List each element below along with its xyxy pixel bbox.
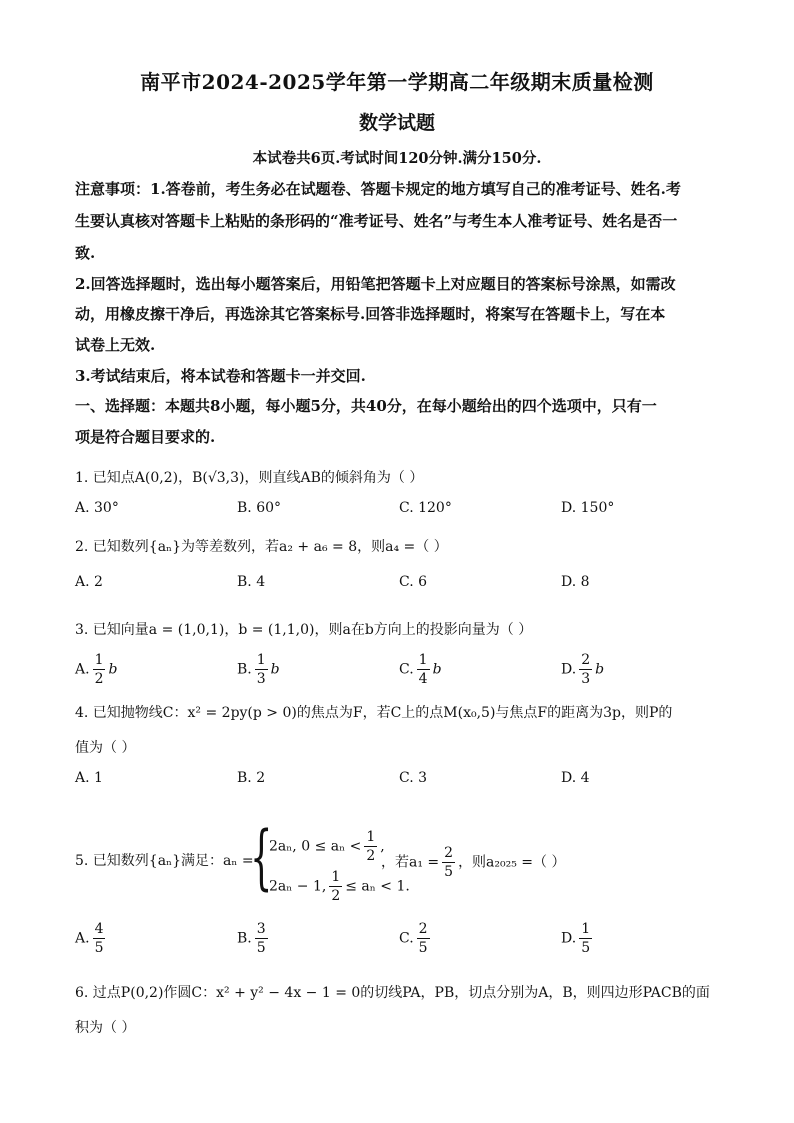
fraction	[417, 920, 430, 957]
case-1-text: 2aₙ, 0 ≤ aₙ <	[269, 838, 362, 855]
numerator: 1	[581, 921, 591, 937]
denominator: 5	[418, 940, 428, 956]
option-b[interactable]: B. 4	[237, 574, 266, 590]
fraction	[93, 651, 106, 688]
notes-line-2: 生要认真核对答题卡上粘贴的条形码的“准考证号、姓名”与考生本人准考证号、姓名是否一	[75, 212, 678, 230]
numerator: 1	[331, 869, 341, 885]
denominator: 3	[256, 671, 266, 687]
fraction	[579, 651, 592, 688]
option-b[interactable]: B. 2	[237, 770, 266, 786]
option-c[interactable]	[399, 651, 442, 688]
fraction	[255, 920, 268, 957]
notes-line-5: 动，用橡皮擦干净后，再选涂其它答案标号.回答非选择题时，将案写在答题卡上，写在本	[75, 305, 666, 323]
section-heading-1: 一、选择题：本题共8小题，每小题5分，共40分，在每小题给出的四个选项中，只有一	[75, 397, 657, 415]
fraction	[579, 920, 592, 957]
fraction	[93, 920, 106, 957]
notes-line-7: 3.考试结束后，将本试卷和答题卡一并交回.	[75, 367, 366, 385]
fraction	[417, 651, 430, 688]
numerator: 2	[444, 845, 454, 861]
fraction	[255, 651, 268, 688]
fraction	[442, 844, 455, 881]
denominator: 5	[256, 940, 266, 956]
section-heading-2: 项是符合题目要求的.	[75, 428, 216, 446]
notes-line-3: 致.	[75, 244, 96, 262]
vector-b: b	[432, 661, 442, 678]
numerator: 4	[94, 921, 104, 937]
question-6-text-2: 积为（ ）	[75, 1020, 136, 1036]
numerator: 1	[256, 652, 266, 668]
denominator: 2	[94, 671, 104, 687]
vector-b: b	[270, 661, 280, 678]
piecewise-case-1	[269, 828, 385, 865]
question-2-options	[75, 574, 725, 604]
option-c[interactable]	[399, 920, 433, 957]
option-label: C.	[399, 930, 414, 947]
numerator: 2	[581, 652, 591, 668]
notes-line-1: 注意事项：1.答卷前，考生务必在试题卷、答题卡规定的地方填写自己的准考证号、姓名.考	[75, 180, 681, 198]
option-a[interactable]	[75, 651, 117, 688]
numerator: 2	[418, 921, 428, 937]
question-3-options	[75, 651, 725, 695]
option-a[interactable]: A. 2	[75, 574, 103, 590]
question-1-options	[75, 500, 725, 530]
case-1-end: ,	[380, 838, 385, 855]
option-label: B.	[237, 661, 252, 678]
denominator: 5	[581, 940, 591, 956]
exam-info: 本试卷共6页.考试时间120分钟.满分150分.	[252, 150, 542, 167]
question-3-text: 3. 已知向量a = (1,0,1)，b = (1,1,0)，则a在b方向上的投影向量为（ ）	[75, 622, 533, 638]
suffix-text: ，若a₁ =	[381, 854, 440, 871]
option-c[interactable]: C. 120°	[399, 500, 452, 516]
notes-line-4: 2.回答选择题时，选出每小题答案后，用铅笔把答题卡上对应题目的答案标号涂黑，如需改	[75, 275, 676, 293]
vector-b: b	[595, 661, 605, 678]
question-5-options	[75, 920, 725, 964]
denominator: 5	[94, 940, 104, 956]
question-4-text-2: 值为（ ）	[75, 740, 136, 756]
denominator: 2	[331, 888, 341, 904]
option-d[interactable]: D. 150°	[561, 500, 615, 516]
option-c[interactable]: C. 3	[399, 770, 428, 786]
exam-title: 南平市2024-2025学年第一学期高二年级期末质量检测	[140, 70, 654, 94]
denominator: 3	[581, 671, 591, 687]
option-d[interactable]	[561, 920, 595, 957]
question-4-text-1: 4. 已知抛物线C：x² = 2py(p > 0)的焦点为F，若C上的点M(x₀,5)与焦点F的距离为3p，则P的	[75, 705, 673, 721]
option-b[interactable]: B. 60°	[237, 500, 282, 516]
notes-line-6: 试卷上无效.	[75, 336, 156, 354]
option-label: A.	[75, 661, 90, 678]
case-2-end: ≤ aₙ < 1.	[345, 878, 410, 895]
denominator: 5	[444, 864, 454, 880]
numerator: 1	[418, 652, 428, 668]
fraction	[364, 828, 377, 865]
question-4-options	[75, 770, 725, 800]
denominator: 4	[418, 671, 428, 687]
question-5-text	[75, 816, 725, 906]
question-5-suffix	[381, 844, 566, 881]
option-label: A.	[75, 930, 90, 947]
option-label: C.	[399, 661, 414, 678]
numerator: 3	[256, 921, 266, 937]
numerator: 1	[366, 829, 376, 845]
fraction	[329, 868, 342, 905]
question-5-prefix: 5. 已知数列{aₙ}满足：aₙ =	[75, 853, 254, 869]
option-label: B.	[237, 930, 252, 947]
exam-subtitle: 数学试题	[358, 112, 435, 134]
option-d[interactable]	[561, 651, 604, 688]
suffix-end: ，则a₂₀₂₅ =（ ）	[458, 854, 566, 871]
option-d[interactable]: D. 4	[561, 770, 590, 786]
case-2-text: 2aₙ − 1,	[269, 878, 327, 895]
option-b[interactable]	[237, 651, 280, 688]
option-a[interactable]: A. 30°	[75, 500, 119, 516]
question-6-text-1: 6. 过点P(0,2)作圆C：x² + y² − 4x − 1 = 0的切线PA，PB，切点分别为A，B，则四边形PACB的面	[75, 985, 710, 1001]
option-a[interactable]: A. 1	[75, 770, 103, 786]
numerator: 1	[94, 652, 104, 668]
denominator: 2	[366, 848, 376, 864]
option-a[interactable]	[75, 920, 108, 957]
question-1-text: 1. 已知点A(0,2)，B(√3,3)，则直线AB的倾斜角为（ ）	[75, 470, 424, 486]
vector-b: b	[108, 661, 118, 678]
question-2-text: 2. 已知数列{aₙ}为等差数列，若a₂ + a₆ = 8，则a₄ =（ ）	[75, 539, 448, 555]
option-label: D.	[561, 661, 577, 678]
option-label: D.	[561, 930, 577, 947]
option-c[interactable]: C. 6	[399, 574, 428, 590]
piecewise-brace: {	[250, 816, 273, 898]
option-d[interactable]: D. 8	[561, 574, 590, 590]
option-b[interactable]	[237, 920, 271, 957]
